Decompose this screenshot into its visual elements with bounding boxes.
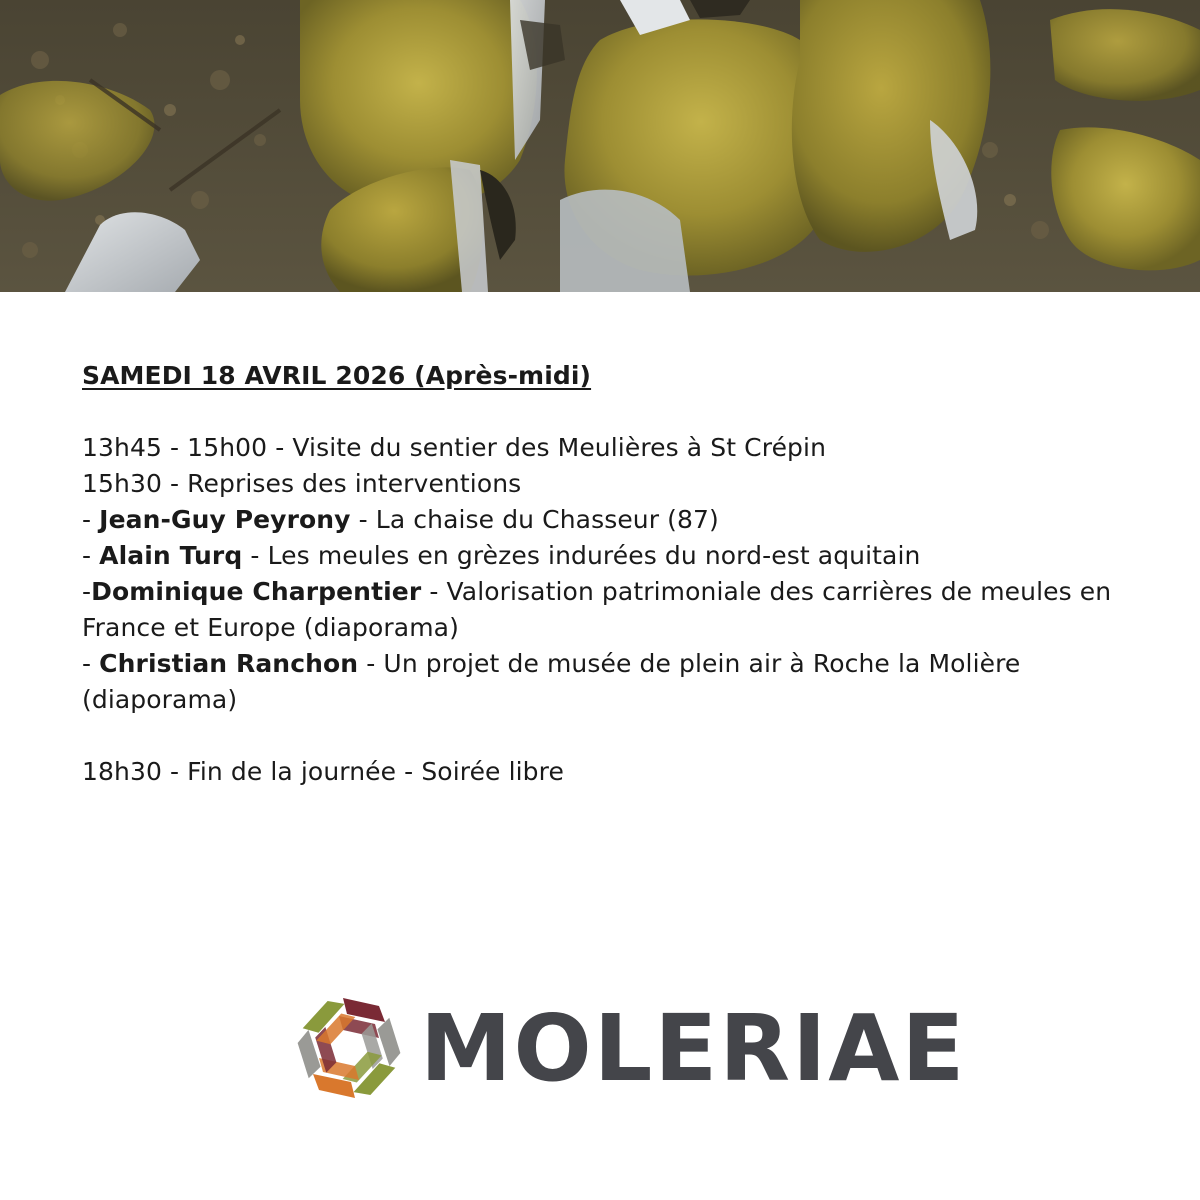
millstone-logo-icon — [296, 995, 402, 1101]
program-talk — [82, 646, 1142, 718]
talk-prefix: - — [82, 577, 92, 606]
program-text — [82, 358, 1142, 790]
speaker-name: Alain Turq — [99, 541, 243, 570]
talk-title: - Valorisation patrimoniale des carrières de meules en France et Europe (diaporama) — [82, 577, 1112, 642]
program-line: 15h30 - Reprises des interventions — [82, 469, 522, 498]
program-line: 13h45 - 15h00 - Visite du sentier des Meulières à St Crépin — [82, 433, 827, 462]
program-closing: 18h30 - Fin de la journée - Soirée libre — [82, 757, 564, 786]
talk-prefix: - — [82, 505, 100, 534]
program-heading: SAMEDI 18 AVRIL 2026 (Après-midi) — [82, 361, 592, 390]
program-talk — [82, 574, 1142, 646]
spacer — [82, 718, 1142, 754]
program-talk — [82, 502, 1142, 538]
mossy-rocks-photo — [0, 0, 1200, 292]
talk-title: - La chaise du Chasseur (87) — [350, 505, 719, 534]
speaker-name: Christian Ranchon — [99, 649, 359, 678]
talk-prefix: - — [82, 541, 100, 570]
program-talk — [82, 538, 1142, 574]
speaker-name: Jean-Guy Peyrony — [99, 505, 351, 534]
talk-prefix: - — [82, 649, 100, 678]
talk-title: - Les meules en grèzes indurées du nord-est aquitain — [242, 541, 921, 570]
moleriae-logo — [296, 995, 967, 1105]
talk-title: - Un projet de musée de plein air à Roche la Molière (diaporama) — [82, 649, 1021, 714]
speaker-name: Dominique Charpentier — [91, 577, 422, 606]
logo-wordmark: MOLERIAE — [420, 995, 967, 1102]
